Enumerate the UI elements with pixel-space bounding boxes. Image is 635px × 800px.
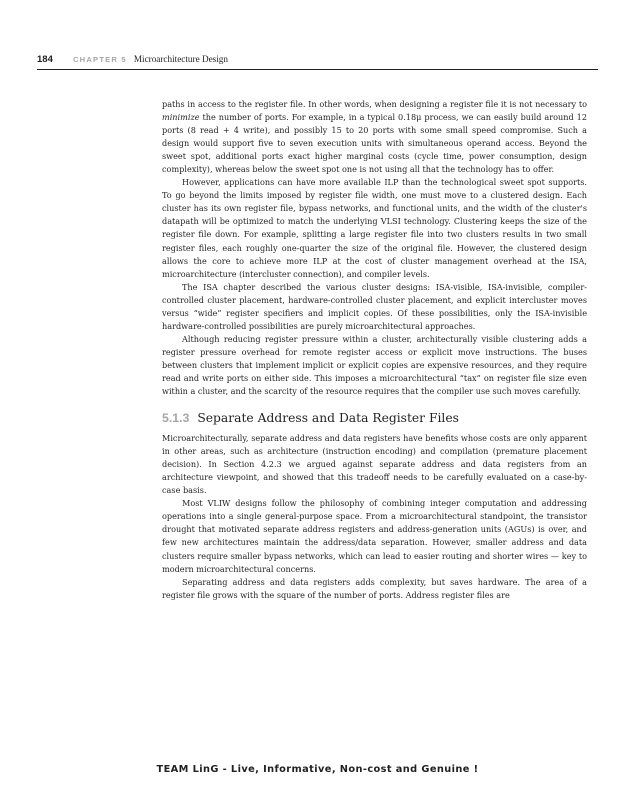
chapter-title: Microarchitecture Design <box>133 54 228 64</box>
paragraph-2: However, applications can have more available ILP than the technological sweet spot supports. To go beyond the limits imposed by register file width, one must move to a clustered design. Each cluster has its own register file, bypass networks, and functional units, and the width of the cluster's datapath will be optimized to match the underlying VLSI technology. Clustering keeps the size of the register file down. For example, splitting a large register file into two clusters results in two small register files, each roughly one-quarter the size of the original file. However, the clustered design allows the core to achieve more ILP at the cost of cluster management overhead at the ISA, microarchitecture (intercluster connection), and compiler levels. <box>162 177 587 279</box>
section-title: Separate Address and Data Register Files <box>197 411 459 426</box>
chapter-label: CHAPTER 5 <box>73 55 127 64</box>
emphasis-minimize: minimize <box>162 112 200 123</box>
page-number: 184 <box>37 54 53 65</box>
footer-watermark: TEAM LinG - Live, Informative, Non-cost and Genuine ! <box>156 764 479 775</box>
running-head <box>37 52 597 66</box>
section-number: 5.1.3 <box>162 411 190 426</box>
paragraph-4: Although reducing register pressure within a cluster, architecturally visible clustering adds a register pressure overhead for remote register access or explicit move instructions. The buses between clusters that implement implicit or explicit copies are expensive resources, and they require read and write ports on either side. This imposes a microarchitectural “tax” on register file size even within a cluster, and the scarcity of the resource requires that the compiler use such moves carefully. <box>162 333 587 397</box>
paragraph-6: Most VLIW designs follow the philosophy of combining integer computation and addressing operations into a single general-purpose space. From a microarchitectural standpoint, the transistor drought that motivated separate address registers and address-generation units (AGUs) is over, and few new architectures maintain the address/data separation. However, smaller address and data clusters require smaller bypass networks, which can lead to easier routing and shorter wires — key to modern microarchitectural concerns. <box>162 498 587 574</box>
header-rule <box>37 69 598 70</box>
paragraph-1-end: the number of ports. For example, in a typical 0.18μ process, we can easily build around 12 ports (8 read + 4 write), and possibly 15 to 20 ports with some small speed compromise. Such a design would support five to seven execution units with simultaneous operand access. Beyond the sweet spot, additional ports exact higher marginal costs (cycle time, power consumption, design complexity), whereas below the sweet spot one is not using all that the technology has to offer. <box>162 112 587 175</box>
paragraph-3: The ISA chapter described the various cluster designs: ISA-visible, ISA-invisible, compiler-controlled cluster placement, hardware-controlled cluster placement, and explicit intercluster moves versus “wide” register specifiers and implicit copies. Of these possibilities, only the ISA-invisible hardware-controlled possibilities are purely microarchitectural approaches. <box>162 281 587 331</box>
section-heading <box>162 398 587 432</box>
paragraph-7: Separating address and data registers adds complexity, but saves hardware. The area of a register file grows with the square of the number of ports. Address register files are <box>162 576 587 600</box>
paragraph-1 <box>162 98 587 176</box>
paragraph-1-start: paths in access to the register file. In other words, when designing a register file it is not necessary to <box>162 99 587 109</box>
body-text <box>162 98 587 602</box>
paragraph-5: Microarchitecturally, separate address and data registers have benefits whose costs are only apparent in other areas, such as architecture (instruction encoding) and compilation (premature placement decision). In Section 4.2.3 we argued against separate address and data registers from an architecture viewpoint, and showed that this tradeoff needs to be carefully evaluated on a case-by-case basis. <box>162 433 587 496</box>
